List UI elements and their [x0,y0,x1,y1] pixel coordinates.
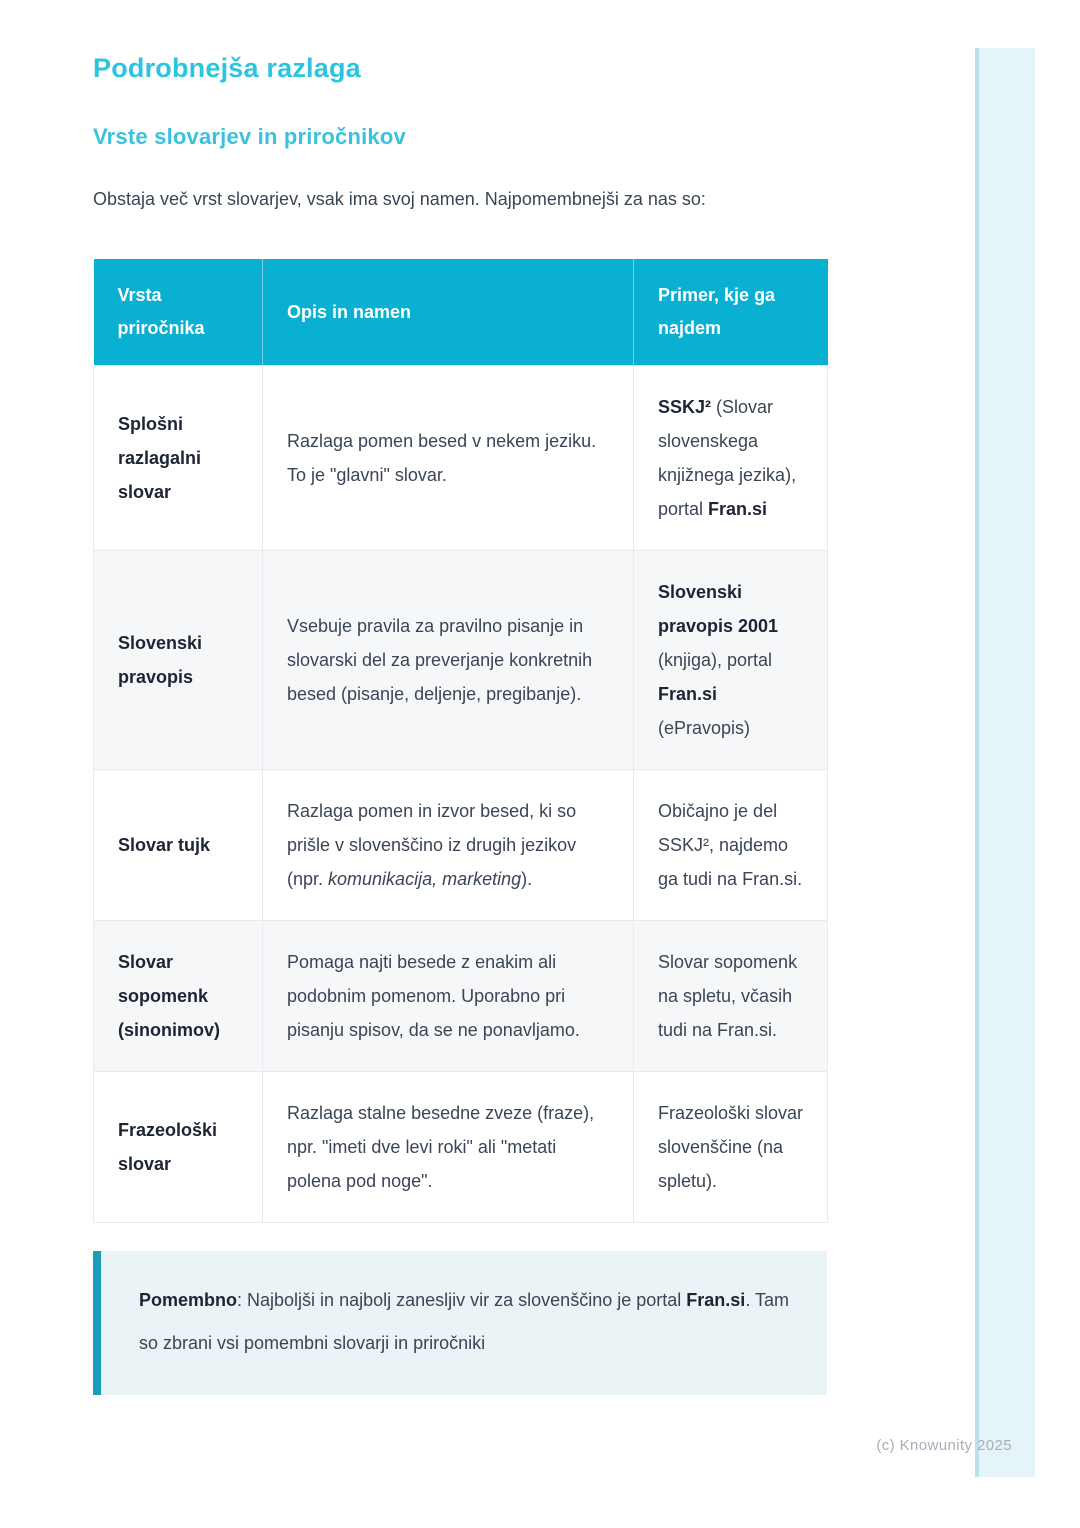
table-row [94,921,828,1072]
cell-example [634,921,828,1072]
callout-text [139,1279,789,1365]
column-header-primer-kje-ga-najdem: Primer, kje ga najdem [634,259,828,366]
cell-example [634,770,828,921]
text-segment: Vsebuje pravila za pravilno pisanje in slovarski del za preverjanje konkretnih besed (pisanje, deljenje, pregibanje). [287,616,593,704]
column-header-opis-in-namen: Opis in namen [263,259,634,366]
table-row [94,770,828,921]
cell-example [634,551,828,770]
table-row [94,551,828,770]
cell-type: Slovar sopomenk (sinonimov) [94,921,263,1072]
cell-description [263,770,634,921]
text-segment: ). [521,869,533,889]
section-title: Vrste slovarjev in priročnikov [93,124,406,149]
text-segment: Razlaga stalne besedne zveze (fraze), npr. "imeti dve levi roki" ali "metati polena pod noge". [287,1103,595,1191]
cell-description [263,366,634,551]
text-segment: (knjiga), portal [658,650,773,670]
text-segment: Običajno je del SSKJ², najdemo ga tudi na Fran.si. [658,801,803,889]
text-segment: Frazeološki slovar slovenščine (na spletu). [658,1103,804,1191]
page-content [93,0,827,1395]
cell-type: Slovar tujk [94,770,263,921]
cell-description [263,1072,634,1223]
table-header-row [94,259,828,366]
cell-type: Frazeološki slovar [94,1072,263,1223]
cell-description [263,921,634,1072]
cell-type: Splošni razlagalni slovar [94,366,263,551]
text-segment: Fran.si [658,684,718,704]
table-row [94,366,828,551]
text-segment: . Tam so zbrani vsi pomembni slovarji in priročniki [139,1290,789,1353]
text-segment: (Slovar slovenskega knjižnega jezika), portal [658,397,797,519]
intro-paragraph: Obstaja več vrst slovarjev, vsak ima svoj namen. Najpomembnejši za nas so: [93,189,706,209]
cell-example [634,1072,828,1223]
side-stripe-decoration [975,48,1035,1477]
text-segment: Razlaga pomen besed v nekem jeziku. To je "glavni" slovar. [287,431,597,485]
text-segment: (ePravopis) [658,718,751,738]
table-body [94,366,828,1223]
text-segment: Slovar sopomenk na spletu, včasih tudi na Fran.si. [658,952,798,1040]
text-segment: SSKJ² [658,397,712,417]
cell-example [634,366,828,551]
table-row [94,1072,828,1223]
cell-type: Slovenski pravopis [94,551,263,770]
text-segment: Fran.si [708,499,768,519]
text-segment: : Najboljši in najbolj zanesljiv vir za slovenščino je portal [237,1290,687,1310]
cell-description [263,551,634,770]
text-segment: Pomaga najti besede z enakim ali podobnim pomenom. Uporabno pri pisanju spisov, da se ne ponavljamo. [287,952,580,1040]
text-segment: Razlaga pomen in izvor besed, ki so prišle v slovenščino iz drugih jezikov (npr. [287,801,577,889]
text-segment: Pomembno [139,1290,238,1310]
text-segment: Slovenski pravopis 2001 [658,582,779,636]
dictionary-types-table [93,259,828,1223]
column-header-vrsta-prirocnika: Vrsta priročnika [94,259,263,366]
important-note-callout [93,1251,827,1395]
copyright-watermark: (c) Knowunity 2025 [876,1437,1012,1454]
page-title: Podrobnejša razlaga [93,53,361,83]
text-segment: komunikacija, marketing [328,869,522,889]
text-segment: Fran.si [686,1290,746,1310]
